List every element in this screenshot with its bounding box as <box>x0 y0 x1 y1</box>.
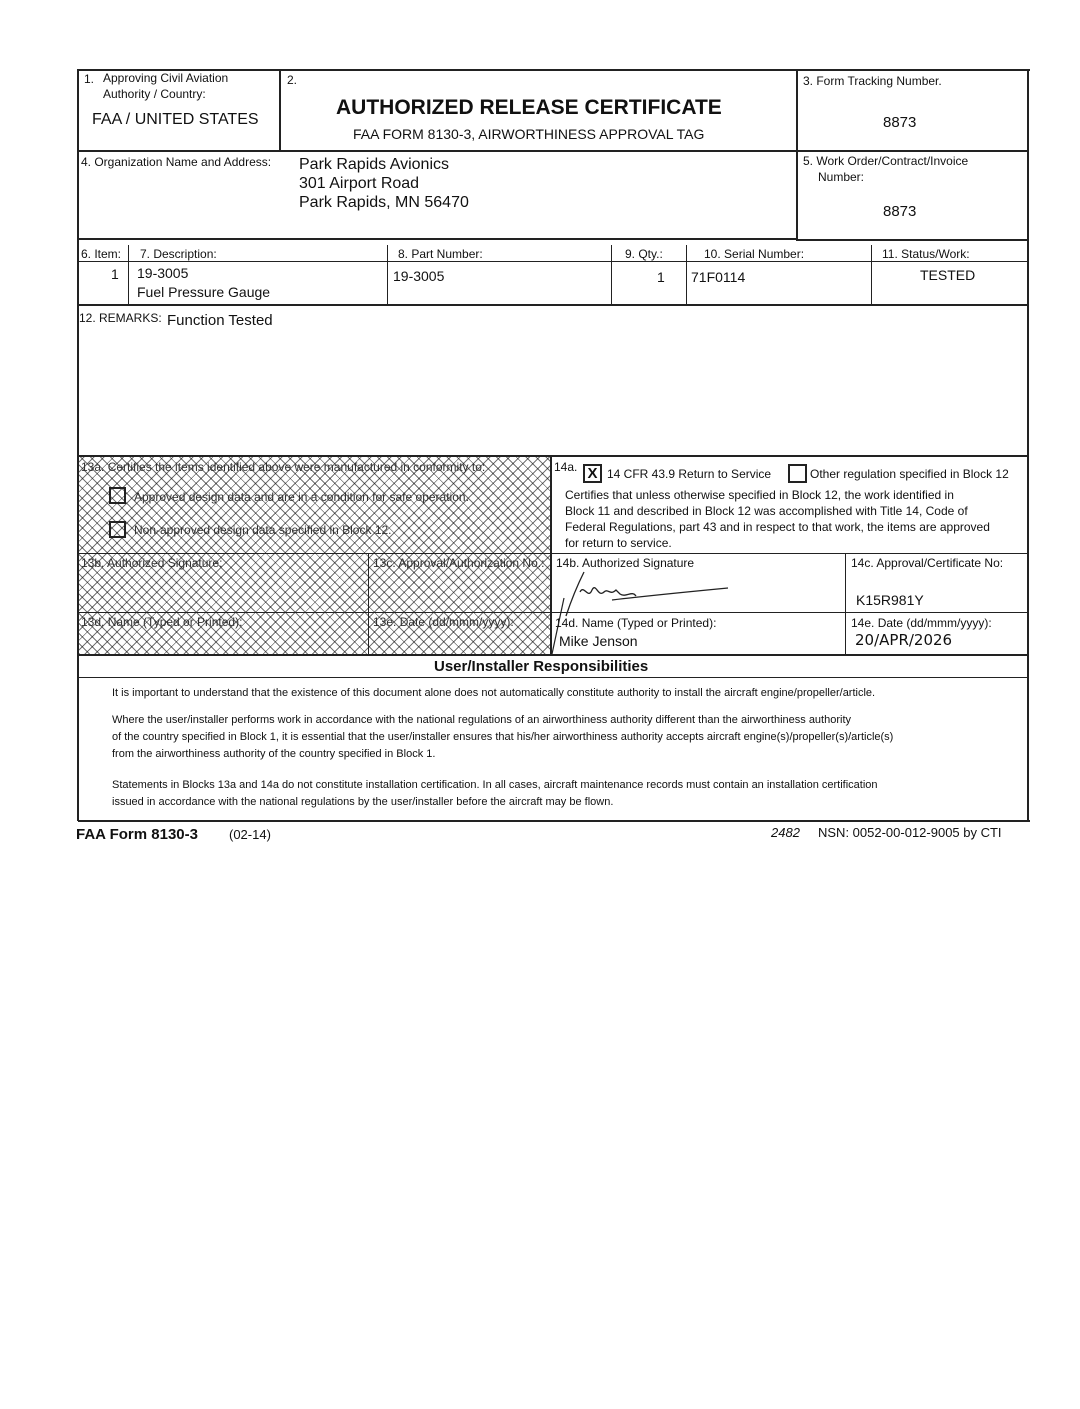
block14b-label: 14b. Authorized Signature <box>556 556 695 570</box>
block13d-label: 13d. Name (Typed or Printed): <box>81 615 243 629</box>
block13a-approved-checkbox[interactable] <box>109 487 126 504</box>
block14e-label: 14e. Date (dd/mmm/yyyy): <box>851 616 992 630</box>
divider <box>387 245 388 305</box>
block13a-label: 13a. Certifies the items identified above were manufactured in conformity to: <box>81 460 486 474</box>
form-title: AUTHORIZED RELEASE CERTIFICATE <box>336 96 722 119</box>
border-bottom <box>78 820 1030 822</box>
return-to-service-label: 14 CFR 43.9 Return to Service <box>607 467 772 481</box>
responsibilities-para2-line1: Where the user/installer performs work in accordance with the national regulations of an airworthiness authority different than the airworthiness authority <box>112 714 852 726</box>
organization-city: Park Rapids, MN 56470 <box>299 194 469 211</box>
block1-label-line1: Approving Civil Aviation <box>103 71 229 85</box>
divider <box>368 554 369 654</box>
header-status: 11. Status/Work: <box>882 247 970 261</box>
divider <box>611 245 612 305</box>
block1-label-line2: Authority / Country: <box>103 87 206 101</box>
divider <box>78 677 1028 678</box>
header-description: 7. Description: <box>140 247 217 261</box>
footer-form-name: FAA Form 8130-3 <box>76 826 198 843</box>
block2-label: 2. <box>287 73 298 87</box>
divider <box>128 245 129 305</box>
footer-form-revision: (02-14) <box>229 827 271 842</box>
signature-tail-stroke <box>548 596 568 656</box>
responsibilities-heading: User/Installer Responsibilities <box>434 658 649 675</box>
block13e-label: 13e. Date (dd/mmm/yyyy): <box>373 615 514 629</box>
block14a-statement-line3: Federal Regulations, part 43 and in respect to that work, the items are approved <box>565 520 990 534</box>
header-part-number: 8. Part Number: <box>398 247 483 261</box>
row-qty: 1 <box>657 269 665 285</box>
block14a-statement-line4: for return to service. <box>565 536 672 550</box>
block3-label: 3. Form Tracking Number. <box>803 74 942 88</box>
row-part-number: 19-3005 <box>393 268 445 284</box>
approving-authority-value: FAA / UNITED STATES <box>92 111 259 128</box>
block12-label: 12. REMARKS: <box>79 311 162 325</box>
block4-label: 4. Organization Name and Address: <box>81 155 272 169</box>
divider <box>78 304 1028 306</box>
remarks-value: Function Tested <box>167 312 273 329</box>
organization-street: 301 Airport Road <box>299 175 420 192</box>
row-serial-number: 71F0114 <box>691 269 746 285</box>
row-description-line2: Fuel Pressure Gauge <box>137 284 271 300</box>
row-status: TESTED <box>920 267 976 283</box>
form-subtitle: FAA FORM 8130-3, AIRWORTHINESS APPROVAL TAG <box>353 126 705 142</box>
header-qty: 9. Qty.: <box>625 247 663 261</box>
approval-certificate-number: K15R981Y <box>856 592 924 608</box>
divider <box>279 69 281 151</box>
block13a-non-approved-checkbox[interactable] <box>109 521 126 538</box>
divider <box>78 150 1028 152</box>
responsibilities-para1: It is important to understand that the existence of this document alone does not automatically constitute authority to install the aircraft engine/propeller/article. <box>112 687 876 699</box>
block5-label-line1: 5. Work Order/Contract/Invoice <box>803 154 969 168</box>
block14a-statement-line1: Certifies that unless otherwise specified in Block 12, the work identified in <box>565 488 954 502</box>
block13a-option2: Non-approved design data specified in Block 12. <box>134 523 392 537</box>
divider <box>845 554 846 654</box>
responsibilities-para3-line2: issued in accordance with the national regulations by the user/installer before the aircraft may be flown. <box>112 796 614 808</box>
block14a-label: 14a. <box>554 460 578 474</box>
row-description-line1: 19-3005 <box>137 265 189 281</box>
footer-number: 2482 <box>771 825 800 840</box>
border-right <box>1027 69 1029 821</box>
responsibilities-para3-line1: Statements in Blocks 13a and 14a do not constitute installation certification. In all cases, aircraft maintenance records must contain an installation certification <box>112 779 878 791</box>
authorized-signature <box>556 570 746 620</box>
block14d-label: 14d. Name (Typed or Printed): <box>555 616 717 630</box>
divider <box>796 239 1028 241</box>
header-serial-number: 10. Serial Number: <box>704 247 805 261</box>
other-regulation-label: Other regulation specified in Block 12 <box>810 467 1009 481</box>
border-left <box>77 69 79 821</box>
checkbox-x-mark: X <box>587 465 598 482</box>
divider <box>78 238 796 240</box>
block5-label-line2: Number: <box>818 170 865 184</box>
block13c-label: 13c. Approval/Authorization No.: <box>373 556 545 570</box>
divider <box>871 245 872 305</box>
responsibilities-para2-line2: of the country specified in Block 1, it is essential that the user/installer ensures that his/her airworthiness authority accepts aircraft engine(s)/propeller(s)/article(s) <box>112 731 894 743</box>
block14a-statement-line2: Block 11 and described in Block 12 was accomplished with Title 14, Code of <box>565 504 968 518</box>
date-value: 20/APR/2026 <box>855 631 953 649</box>
block13a-option1: Approved design data and are in a condition for safe operation. <box>134 490 469 504</box>
return-to-service-checkbox[interactable] <box>583 464 602 483</box>
form-tracking-number: 8873 <box>883 114 917 131</box>
block1-label-number: 1. <box>84 72 95 86</box>
block14c-label: 14c. Approval/Certificate No: <box>851 556 1004 570</box>
signer-name: Mike Jenson <box>559 633 638 649</box>
row-item: 1 <box>111 266 119 282</box>
work-order-number: 8873 <box>883 203 917 220</box>
organization-name: Park Rapids Avionics <box>299 156 449 173</box>
divider <box>78 553 1028 554</box>
divider <box>796 69 798 239</box>
other-regulation-checkbox[interactable] <box>788 464 807 483</box>
divider <box>686 245 687 305</box>
footer-nsn: NSN: 0052-00-012-9005 by CTI <box>818 825 1002 840</box>
header-item: 6. Item: <box>81 247 122 261</box>
block13b-label: 13b. Authorized Signature: <box>81 556 223 570</box>
responsibilities-para2-line3: from the airworthiness authority of the country specified in Block 1. <box>112 748 436 760</box>
